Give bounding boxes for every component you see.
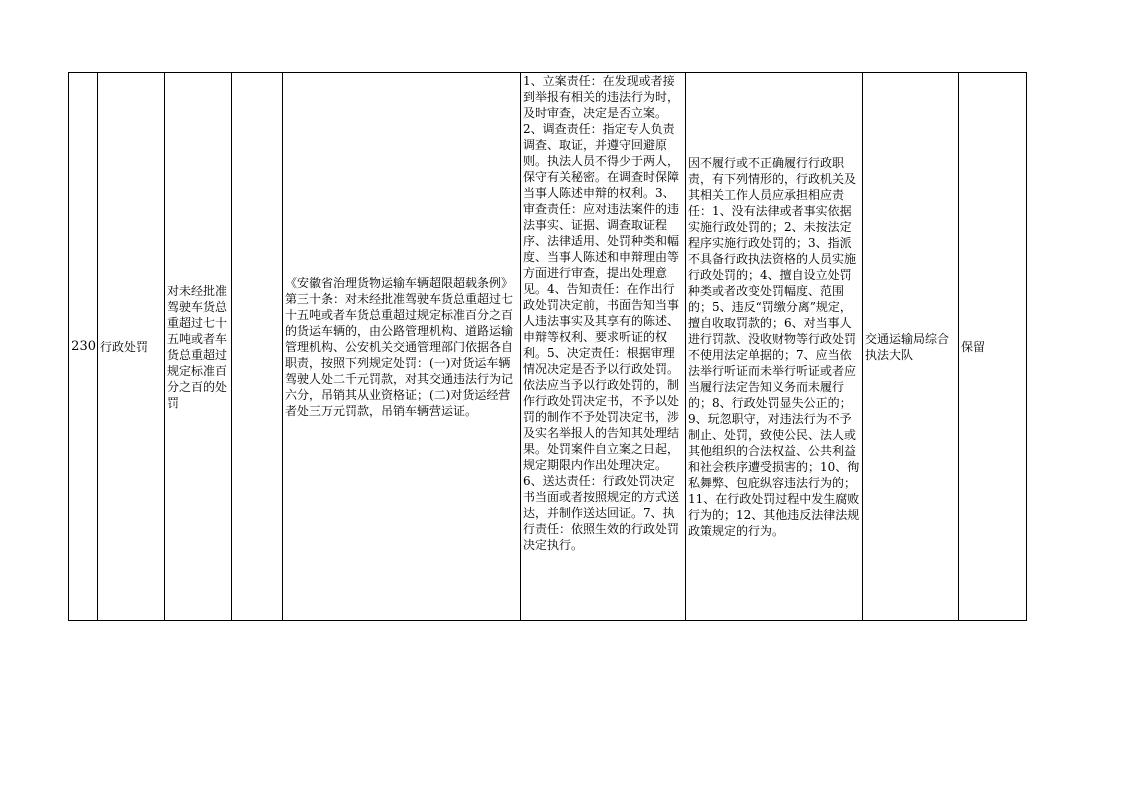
table-row [69, 73, 1027, 621]
row-number: 230 [69, 73, 98, 621]
responsibility-items [521, 73, 686, 621]
accountability-clauses: 因不履行或不正确履行行政职责，有下列情形的，行政机关及其相关工作人员应承担相应责任：1、没有法律或者事实依据实施行政处罚的；2、未按法定程序实施行政处罚的；3、指派不具备行政执法资格的人员实施行政处罚的；4、擅自设立处罚种类或者改变处罚幅度、范围的；5、违反“罚缴分离”规定，擅自收取罚款的；6、对当事人进行罚款、没收财物等行政处罚不使用法定单据的；7、应当依法举行听证而未举行听证或者应当履行法定告知义务而未履行的；8、行政处罚显失公正的；9、玩忽职守，对违法行为不予制止、处罚，致使公民、法人或其他组织的合法权益、公共利益和社会秩序遭受损害的；10、徇私舞弊、包庇纵容违法行为的；11、在行政处罚过程中发生腐败行为的；12、其他违反法律法规政策规定的行为。 [686, 73, 863, 621]
legal-basis-body: 第三十条：对未经批准驾驶车货总重超过七十五吨或者车货总重超过规定标准百分之百的货运车辆的，由公路管理机构、道路运输管理机构、公安机关交通管理部门依据各自职责，按照下列规定处罚：(一)对货运车辆驾驶人处二千元罚款，对其交通违法行为记六分，吊销其从业资格证；(二)对货运经营者处三万元罚款，吊销车辆营运证。 [285, 291, 514, 418]
responsibility-text: 6、送达责任：行政处罚决定书当面或者按照规定的方式送达，并制作送达回证。7、执行责任：依照生效的行政处罚决定执行。 [523, 474, 680, 552]
legal-basis [283, 73, 521, 621]
power-list-table [68, 72, 1027, 621]
responsibility-text: 1、立案责任：在发现或者接到举报有相关的违法行为时，及时审查，决定是否立案。2、调查责任：指定专人负责调查、取证，并遵守回避原则。执法人员不得少于两人，保守有关秘密。在调查时保障当事人陈述申辩的权利。3、审查责任：应对违法案件的违法事实、证据、调查取证程序、法律适用、处罚种类和幅度、当事人陈述和申辩理由等方面进行审查，提出处理意见。4、告知责任：在作出行政处罚决定前，书面告知当事人违法事实及其享有的陈述、申辩等权利、要求听证的权利。5、决定责任：根据审理情况决定是否予以行政处罚。依法应当予以行政处罚的，制作行政处罚决定书，不予以处罚的制作不予处罚决定书，涉及实名举报人的告知其处理结果。处罚案件自立案之日起，规定期限内作出处理决定。 [523, 74, 680, 472]
status-cell: 保留 [959, 73, 1027, 621]
legal-basis-title: 《安徽省治理货物运输车辆超限超载条例》 [285, 275, 514, 290]
sub-item [232, 73, 283, 621]
responsible-department: 交通运输局综合执法大队 [863, 73, 959, 621]
item-name: 对未经批准驾驶车货总重超过七十五吨或者车货总重超过规定标准百分之百的处罚 [165, 73, 232, 621]
responsibility-clip [523, 73, 683, 620]
power-category: 行政处罚 [98, 73, 165, 621]
